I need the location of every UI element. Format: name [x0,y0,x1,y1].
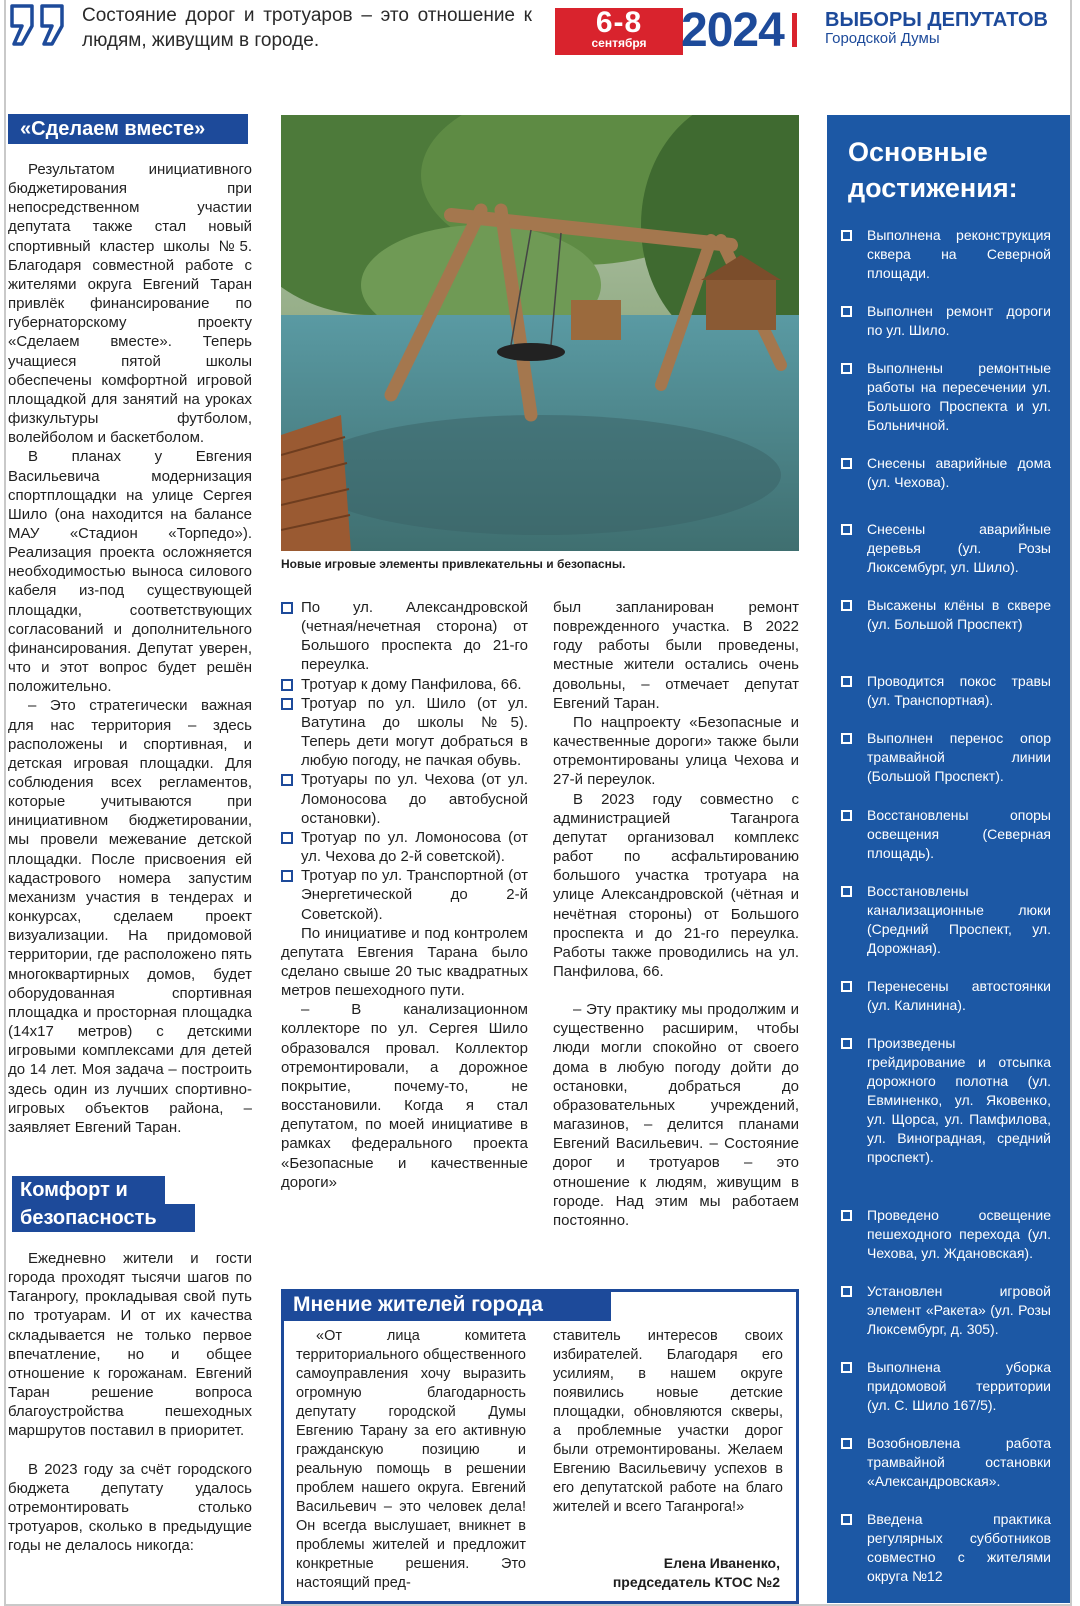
list-item [281,598,528,675]
achievement-item [841,1206,1051,1263]
achievement-item [841,226,1051,283]
checkbox-icon [841,458,852,469]
election-month: сентября [591,36,647,50]
checkbox-icon [281,774,293,786]
achievement-item [841,1358,1051,1415]
section-heading-comfort [12,1176,165,1204]
checkbox-icon [841,886,852,897]
checkbox-icon [841,733,852,744]
opinion-quote: ставитель интересов своих избирателей. Благодаря его усилиям, в нашем округе появились новые детские площадки, обновляются скверы, а проблемные участки дорог были отремонтированы. Желаем Евгению Васильевичу успехов в его депутатской работе на благо жителей и всего Таганрога!» [553,1328,783,1515]
election-date-badge [555,8,683,55]
signature-role: председатель КТОС №2 [612,1574,780,1590]
list-item-text: Тротуары по ул. Чехова (от ул. Ломоносова до автобусной остановки). [301,771,528,827]
list-item-text: Тротуар по ул. Ломоносова (от ул. Чехова до 2-й советской). [301,828,528,866]
article-paragraph: Ежедневно жители и гости города проходят тысячи шагов по Таганрогу, прокладывая свой путь по тротуарам. И от их качества складывается не только первое впечатление, но и общее отношение к горожанам. Евгений Таран решение вопроса благоустройства пешеходных маршрутов поставил в приоритет. [8,1250,252,1440]
list-item [281,770,528,827]
checkbox-icon [841,230,852,241]
left-column-text [8,160,252,1137]
playground-photo [281,115,799,551]
list-item [281,828,528,866]
achievements-title-line: достижения: [848,173,1018,203]
achievement-text: Снесены аварийные деревья (ул. Розы Люксембург, ул. Шило). [867,521,1051,575]
achievement-item [841,729,1051,786]
achievement-text: Выполнены ремонтные работы на пересечении ул. Большого Проспекта и ул. Больничной. [867,360,1051,433]
checkbox-icon [841,1286,852,1297]
checkbox-icon [281,698,293,710]
checkbox-icon [841,1514,852,1525]
list-item [281,675,528,694]
signature-name: Елена Иваненко, [663,1555,780,1571]
achievement-item [841,1034,1051,1167]
list-item [281,866,528,923]
achievement-text: Введена практика регулярных субботников совместно с жителями округа №12 [867,1511,1051,1584]
achievement-text: Выполнена реконструкция сквера на Северной площади. [867,227,1051,281]
article-paragraph: – В канализационном коллекторе по ул. Сергея Шило образовался провал. Коллектор отремонтировали, а дорожное покрытие, почему-то, не восстановили. Когда я стал депутатом, по моей инициативе в рамках федерального проекта «Безопасные и качественные дороги» [281,1001,528,1191]
checkbox-icon [841,810,852,821]
list-item-text: Тротуар по ул. Транспортной (от Энергетической до 2-й Советской). [301,867,528,923]
achievement-text: Снесены аварийные дома (ул. Чехова). [867,455,1051,490]
checkbox-icon [281,870,293,882]
section-heading-together [8,114,248,144]
list-item [281,694,528,771]
achievement-text: Проведено освещение пешеходного перехода (ул. Чехова, ул. Ждановская). [867,1207,1051,1261]
article-paragraph: Результатом инициативного бюджетирования при непосредственном участии депутата также стал новый спортивный кластер школы №5. Благодаря совместной работе с жителями округа Евгений Таран привлёк финансирование по губернаторскому проекту «Сделаем вместе». Теперь учащиеся пятой школы обеспечены комфортной игровой площадкой для занятий на уроках физкультуры футболом, волейболом и баскетболом. [8,161,252,447]
achievement-item [841,672,1051,710]
article-paragraph: По инициативе и под контролем депутата Евгения Тарана было сделано свыше 20 тыс квадратных метров пешеходного пути. [281,924,528,1000]
photo-caption: Новые игровые элементы привлекательны и безопасны. [281,557,626,571]
article-paragraph: был запланирован ремонт поврежденного участка. В 2022 году работы были проведены, местные жители остались очень довольны, – отмечает депутат Евгений Таран. [553,599,799,712]
opinion-heading: Мнение жителей города [281,1289,611,1321]
checkbox-icon [841,524,852,535]
checkbox-icon [841,1038,852,1049]
achievement-item [841,806,1051,863]
right-column-text [553,598,799,1230]
checkbox-icon [841,676,852,687]
article-paragraph: По нацпроекту «Безопасные и качественные дороги» также были отремонтированы улица Чехова и 27-й переулок. [553,713,799,789]
checkbox-icon [841,981,852,992]
achievement-item [841,520,1051,577]
checkbox-icon [281,602,293,614]
opinion-quote: «От лица комитета территориального общественного самоуправления хочу выразить огромную благодарность депутату городской Думы Евгению Тарану за его активную гражданскую позицию и реальную помощь в решении проблем нашего округа. Евгений Васильевич – это человек дела! Он всегда выслушает, вникнет в проблемы жителей и предложит конкретные решения. Это настоящий пред- [296,1328,526,1591]
middle-column-text [281,598,528,1192]
list-item-text: Тротуар к дому Панфилова, 66. [301,675,522,693]
list-item-text: Тротуар по ул. Шило (от ул. Ватутина до школы №5). Теперь дети могут добраться в любую погоду, не пачкая обувь. [301,694,528,770]
checkbox-icon [841,363,852,374]
opinion-right-text [553,1327,783,1517]
achievement-text: Установлен игровой элемент «Ракета» (ул. Розы Люксембург, д. 305). [867,1283,1051,1337]
achievement-text: Произведены грейдирование и отсыпка дорожного полотна (ул. Евминенко, ул. Яковенко, ул. Щорса, ул. Памфилова, ул. Виноградная, средний проспект). [867,1035,1051,1165]
election-subtitle: Городской Думы [825,30,940,47]
achievement-item [841,454,1051,492]
election-year: 2024 [681,4,784,57]
section-heading-text: «Сделаем вместе» [20,118,206,140]
achievements-title-line: Основные [848,137,988,167]
left-column-text-2 [8,1249,252,1555]
election-days: 6-8 [595,6,643,39]
achievement-text: Возобновлена работа трамвайной остановки «Александровская». [867,1435,1051,1489]
achievement-item [841,1282,1051,1339]
article-paragraph: В 2023 году за счёт городского бюджета депутату удалось отремонтировать столько тротуаров, сколько в предыдущие годы не делалось никогда: [8,1460,252,1555]
achievement-text: Восстановлены опоры освещения (Северная площадь). [867,807,1051,861]
article-paragraph: – Это стратегически важная для нас территория – здесь расположены и спортивная, и детская игровая площадки. Для соблюдения всех регламентов, которые учитываются при инициативном бюджетировании, мы провели межевание детской площадки. После присвоения ей кадастрового номера запустим механизм участия в тендерах и конкурсах, сделаем проект визуализации. На придомовой территории, где расположено пять многоквартирных домов, будет оборудованная спортивная площадка и просторная площадка (14х17 метров) с детскими игровыми комплексами для детей до 14 лет. Моя задача – построить здесь один из лучших спортивно-игровых объектов района, – заявляет Евгений Таран. [8,697,252,1136]
article-paragraph: В 2023 году совместно с администрацией Таганрога депутат организовал комплекс работ по асфальтированию большого участка тротуара на улице Александровской (чётная и нечётная стороны) от Большого проспекта и до 21-го переулка. Работы также проводились на ул. Панфилова, 66. [553,790,799,980]
achievement-text: Выполнен ремонт дороги по ул. Шило. [867,303,1051,338]
checkbox-icon [841,600,852,611]
section-heading-text: безопасность [20,1207,157,1229]
sidewalk-list [281,598,528,924]
achievement-text: Высажены клёны в сквере (ул. Большой Проспект) [867,597,1051,632]
divider-bar [792,13,797,47]
checkbox-icon [841,1210,852,1221]
achievement-item [841,302,1051,340]
article-paragraph: В планах у Евгения Васильевича модернизация спортплощадки на улице Сергея Шило (она находится на балансе МАУ «Стадион «Торпедо»). Реализация проекта осложняется необходимостью выноса силового кабеля из-под существующей площадки, соответствующих согласований и дополнительного финансирования. Депутат уверен, что и этот вопрос будет решён положительно. [8,448,252,696]
achievement-item [841,596,1051,634]
checkbox-icon [281,832,293,844]
checkbox-icon [841,306,852,317]
header-quote: Состояние дорог и тротуаров – это отношение к людям, живущим в городе. [82,5,532,51]
opinion-left-text [296,1327,526,1593]
achievements-title [848,134,1018,206]
achievement-text: Перенесены автостоянки (ул. Калинина). [867,978,1051,1013]
achievement-item [841,359,1051,435]
achievement-text: Проводится покос травы (ул. Транспортная). [867,673,1051,708]
achievement-text: Восстановлены канализационные люки (Средний Проспект, ул. Дорожная). [867,883,1051,956]
achievement-item [841,1510,1051,1586]
opinion-signature [560,1554,780,1592]
election-title: ВЫБОРЫ ДЕПУТАТОВ [825,9,1048,31]
achievement-text: Выполнена уборка придомовой территории (ул. С. Шило 167/5). [867,1359,1051,1413]
checkbox-icon [281,679,293,691]
list-item-text: По ул. Александровской (четная/нечетная сторона) от Большого проспекта до 21-го переулка. [301,599,528,674]
checkbox-icon [841,1438,852,1449]
section-heading-text: Комфорт и [20,1179,128,1201]
quote-mark-icon [8,2,70,46]
achievement-item [841,1434,1051,1491]
achievement-text: Выполнен перенос опор трамвайной линии (Большой Проспект). [867,730,1051,784]
checkbox-icon [841,1362,852,1373]
section-heading-safety [12,1204,195,1232]
achievement-item [841,977,1051,1015]
achievement-item [841,882,1051,958]
article-paragraph: – Эту практику мы продолжим и существенно расширим, чтобы люди могли спокойно от своего дома в любую погоду дойти до остановки, добраться до образовательных учреждений, магазинов, – делится планами Евгений Васильевич. – Состояние дорог и тротуаров – это отношение к людям, живущим в городе. Над этим мы работаем постоянно. [553,1001,799,1229]
